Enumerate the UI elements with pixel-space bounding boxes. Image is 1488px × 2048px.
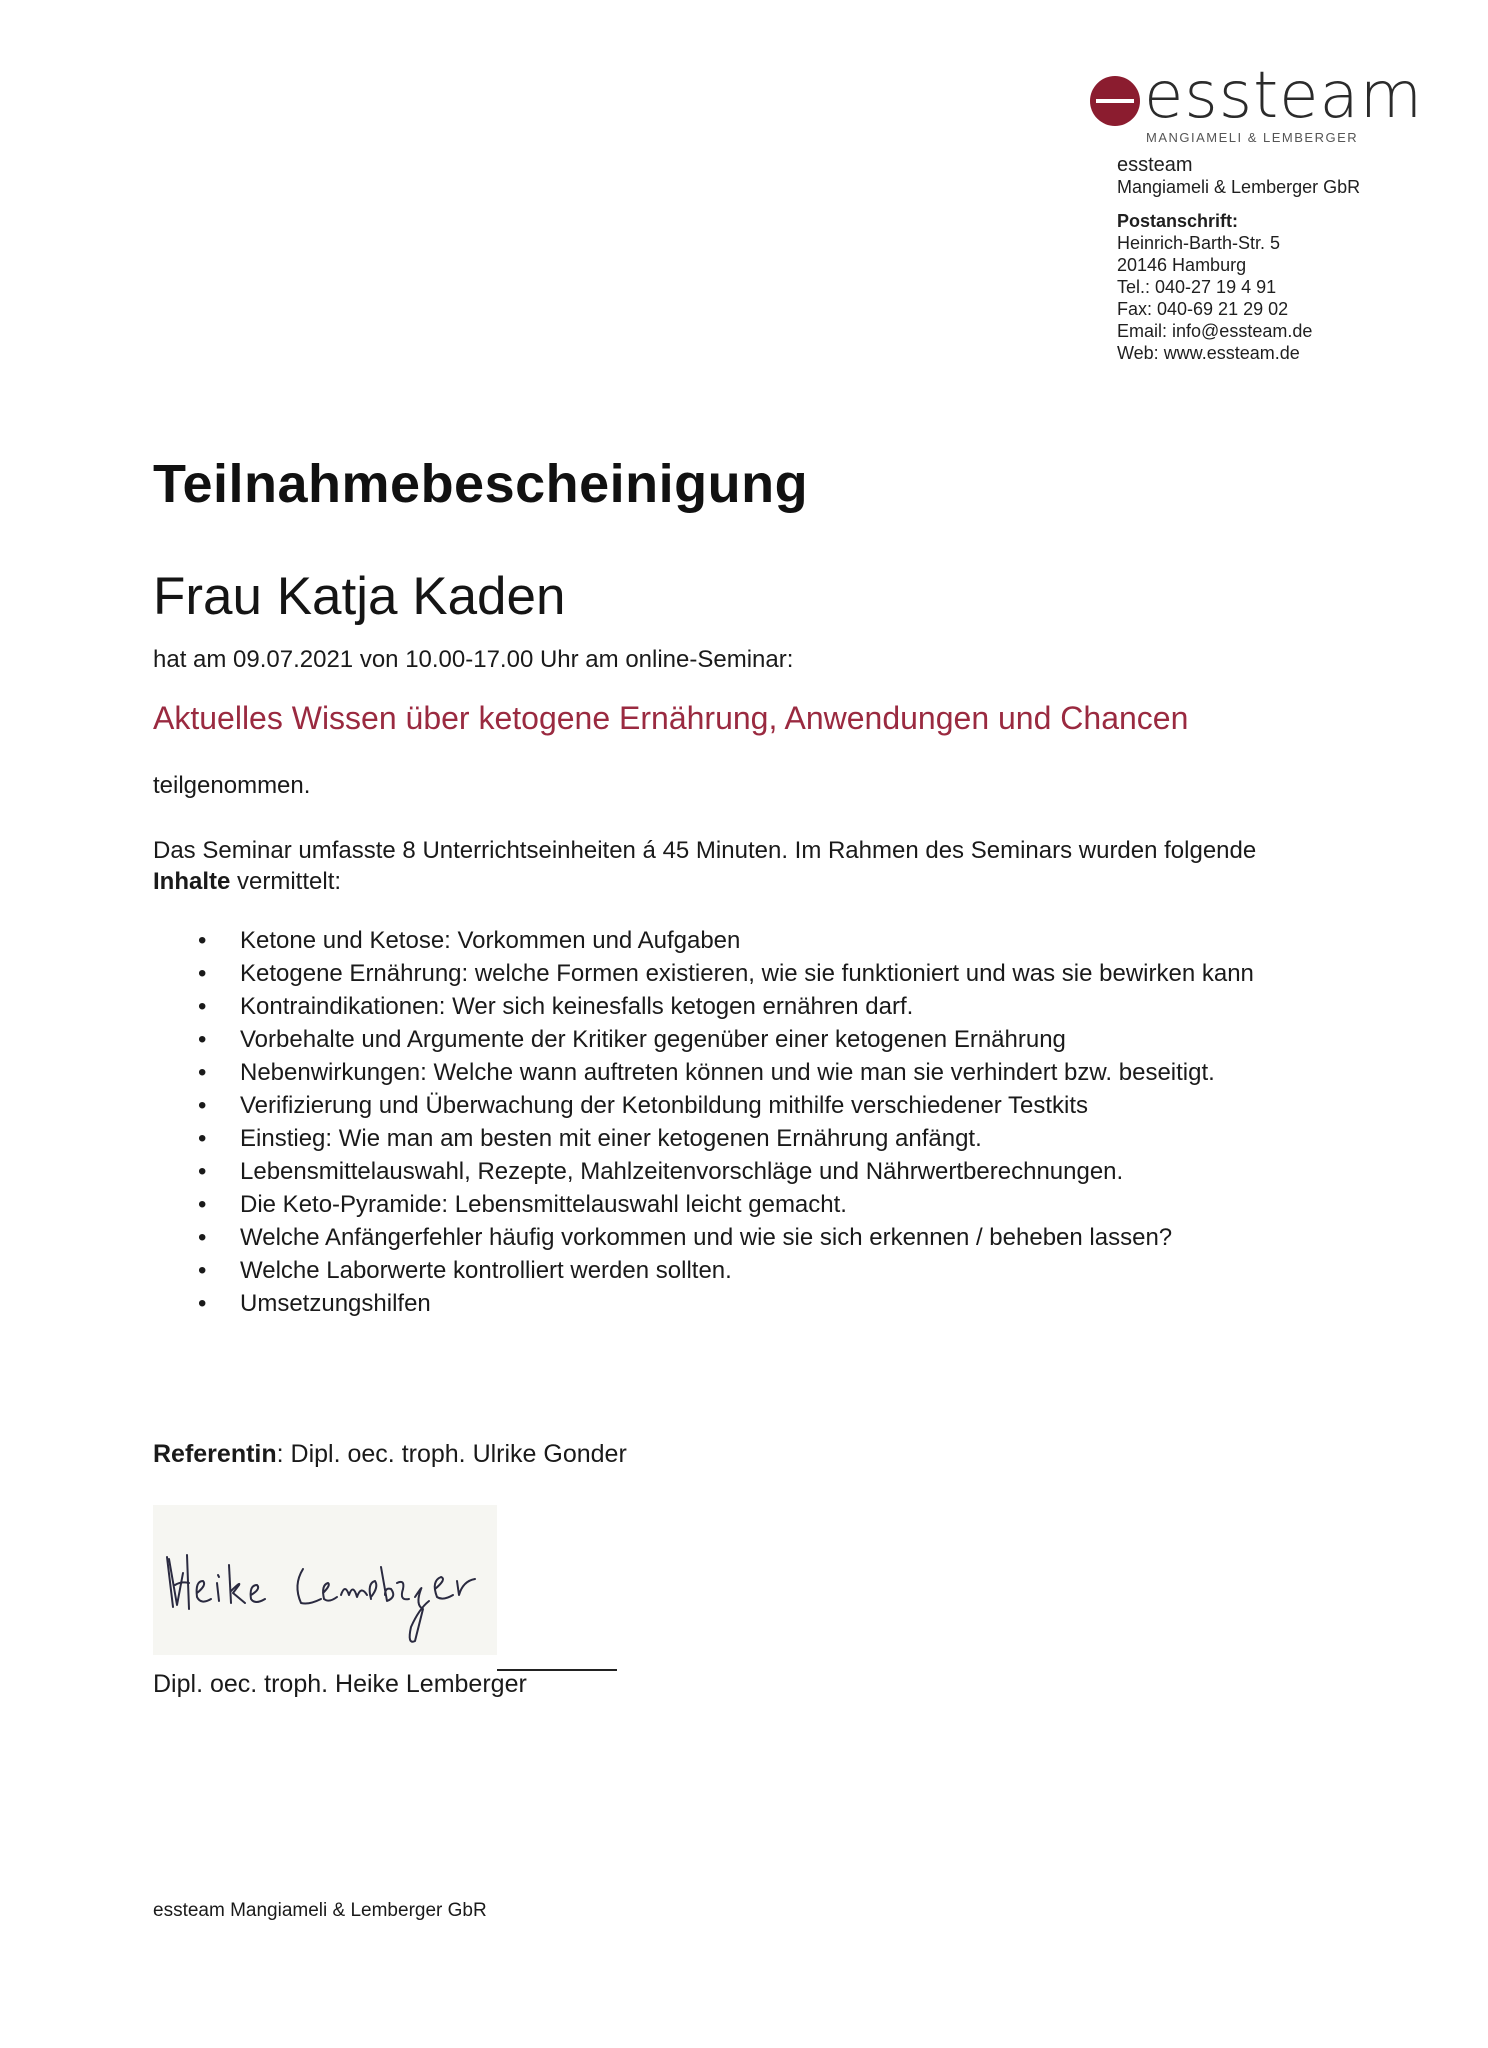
city: 20146 Hamburg: [1117, 255, 1247, 275]
topic-item: • Ketogene Ernährung: welche Formen existieren, wie sie funktioniert und was sie bewirken kann: [192, 959, 1342, 988]
referent-name: : Dipl. oec. troph. Ulrike Gonder: [276, 1440, 627, 1468]
topic-item: • Welche Laborwerte kontrolliert werden sollten.: [192, 1256, 1342, 1285]
topic-item: • Die Keto-Pyramide: Lebensmittelauswahl leicht gemacht.: [192, 1190, 1342, 1219]
email: Email: info@essteam.de: [1117, 321, 1313, 341]
topic-item: • Kontraindikationen: Wer sich keinesfalls ketogen ernähren darf.: [192, 992, 1342, 1021]
logo-wordmark: essteam: [1144, 59, 1424, 133]
postal-label: Postanschrift:: [1117, 211, 1239, 231]
logo-subtitle: MANGIAMELI & LEMBERGER: [1146, 130, 1359, 145]
letterhead-address: [1117, 154, 1360, 364]
seminar-title: Aktuelles Wissen über ketogene Ernährung, Anwendungen und Chancen: [153, 700, 1189, 736]
document-title: Teilnahmebescheinigung: [153, 454, 809, 514]
fax: Fax: 040-69 21 29 02: [1117, 299, 1289, 319]
topic-item: • Ketone und Ketose: Vorkommen und Aufgaben: [192, 926, 1342, 955]
signer-name: Dipl. oec. troph. Heike Lemberger: [153, 1670, 527, 1698]
topic-item: • Welche Anfängerfehler häufig vorkommen und wie sie sich erkennen / beheben lassen?: [192, 1223, 1342, 1252]
referent-line: [153, 1440, 627, 1469]
footer-company: essteam Mangiameli & Lemberger GbR: [153, 1900, 487, 1921]
signature: [153, 1505, 497, 1655]
referent-label: Referentin: [153, 1440, 277, 1468]
topic-item: • Vorbehalte und Argumente der Kritiker gegenüber einer ketogenen Ernährung: [192, 1025, 1342, 1054]
topic-item: • Verifizierung und Überwachung der Ketonbildung mithilfe verschiedener Testkits: [192, 1091, 1342, 1120]
phone: Tel.: 040-27 19 4 91: [1117, 277, 1277, 297]
handwritten-signature: [153, 1505, 497, 1655]
topics-list: [192, 926, 1342, 1322]
topic-item: • Umsetzungshilfen: [192, 1289, 1342, 1318]
website: Web: www.essteam.de: [1117, 343, 1300, 363]
topic-item: • Lebensmittelauswahl, Rezepte, Mahlzeitenvorschläge und Nährwertberechnungen.: [192, 1157, 1342, 1186]
seminar-description: [153, 835, 1333, 897]
company-name: essteam: [1117, 154, 1193, 176]
logo-mark: [1090, 76, 1140, 126]
description-part-1: Das Seminar umfasste 8 Unterrichtseinheiten á 45 Minuten. Im Rahmen des Seminars wurden folgende: [153, 837, 1257, 864]
company-logo: [1090, 59, 1424, 145]
description-part-2: vermittelt:: [230, 868, 342, 895]
street: Heinrich-Barth-Str. 5: [1117, 233, 1281, 253]
description-bold: Inhalte: [153, 868, 231, 895]
participant-name: Frau Katja Kaden: [153, 567, 566, 626]
completion-text: teilgenommen.: [153, 772, 311, 799]
company-full-name: Mangiameli & Lemberger GbR: [1117, 177, 1361, 197]
topic-item: • Nebenwirkungen: Welche wann auftreten können und wie man sie verhindert bzw. beseitigt.: [192, 1058, 1342, 1087]
topic-item: • Einstieg: Wie man am besten mit einer ketogenen Ernährung anfängt.: [192, 1124, 1342, 1153]
intro-text: hat am 09.07.2021 von 10.00-17.00 Uhr am online-Seminar:: [153, 646, 794, 673]
